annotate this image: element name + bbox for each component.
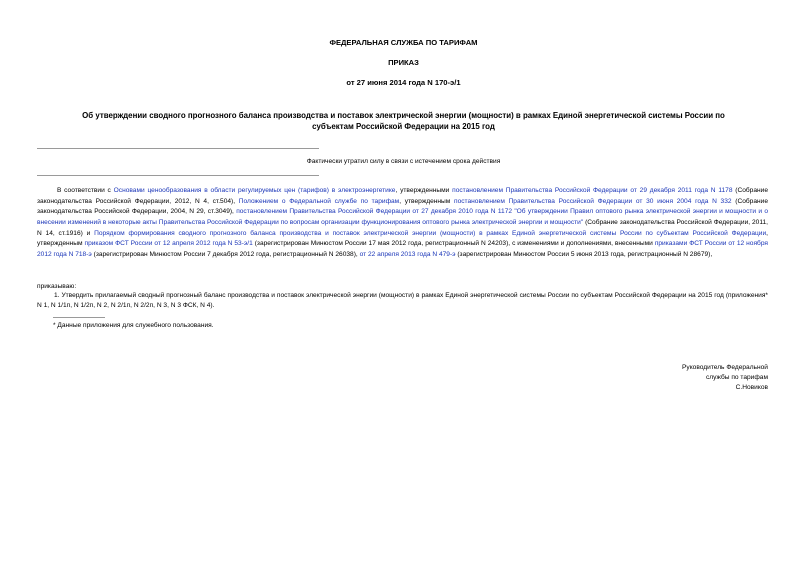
legal-reference-link[interactable]: Порядком формирования сводного прогнозного баланса производства и поставок электрической энергии (мощности) в рамках Единой энергетической системы России по субъектам Российской Федерации [94, 229, 767, 237]
preamble-text: , утвержденным [37, 229, 768, 248]
legal-reference-link[interactable]: Основами ценообразования в области регулируемых цен (тарифов) в электроэнергетике [113, 187, 396, 194]
preamble-text: (Собрание законодательства Российской Федерации, 2011, N 14, ст.1916) и [37, 219, 769, 237]
legal-reference-link[interactable]: от 22 апреля 2013 года N 479-э [359, 251, 456, 259]
legal-reference-link[interactable]: постановлением Правительства Российской Федерации от 30 июня 2004 года N 332 [454, 197, 732, 205]
legal-reference-link[interactable]: Положением о Федеральной службе по тарифам [238, 197, 400, 205]
legal-reference-link[interactable]: приказом ФСТ России от 12 апреля 2012 года N 53-э/1 [84, 240, 253, 248]
signature-block [682, 363, 768, 394]
document-title [30, 110, 777, 133]
agency-name: ФЕДЕРАЛЬНАЯ СЛУЖБА ПО ТАРИФАМ [329, 38, 478, 47]
preamble-text: (зарегистрирован Минюстом России 7 декабря 2012 года, регистрационный N 26038), [91, 251, 360, 259]
order-word: приказываю: [37, 283, 77, 290]
status-note: Фактически утратил силу в связи с истечением срока действия [306, 158, 501, 165]
legal-reference-link[interactable]: постановлением Правительства Российской Федерации от 27 декабря 2010 года N 1172 "Об утверждении Правил оптового рынка электрической энергии и мощности и о внесении изменений в некоторые акты Правительства Российской Федерации по вопросам организации функционирования оптового рынка электрической энергии и мощности" [37, 208, 768, 227]
footnote: * Данные приложения для служебного пользования. [53, 322, 214, 329]
signature-title-line-1: Руководитель Федеральной [682, 364, 768, 371]
preamble-text: В соответствии с [57, 187, 114, 194]
document-title-line-2: субъектам Российской Федерации на 2015 год [312, 122, 495, 132]
status-top-divider [37, 148, 319, 149]
preamble-text: , утвержденным [399, 197, 455, 205]
preamble-text: (зарегистрирован Минюстом России 5 июня 2013 года, регистрационный N 28679), [455, 251, 713, 259]
status-bottom-divider [37, 175, 319, 176]
footnote-divider [53, 317, 105, 318]
preamble-text: (Собрание законодательства Российской Федерации, 2012, N 4, ст.504), [37, 187, 769, 205]
clause-1: 1. Утвердить прилагаемый сводный прогнозный баланс производства и поставок электрической энергии (мощности) в рамках Единой энергетической системы России по субъектам Российской Федерации на 2015 год (приложения* N 1, N 1/1п, N 1/2п, N 2, N 2/1п, N 2/2п, N 3, N 3 ФСК, N 4). [37, 292, 768, 310]
preamble-text: (Собрание законодательства Российской Федерации, 2004, N 29, ст.3049), [37, 197, 769, 216]
legal-reference-link[interactable]: приказами ФСТ России от 12 ноября 2012 года N 718-э [37, 240, 768, 259]
signature-title-line-2: службы по тарифам [705, 374, 768, 382]
document-date: от 27 июня 2014 года N 170-э/1 [346, 78, 461, 87]
preamble-paragraph [37, 186, 768, 261]
document-type: ПРИКАЗ [388, 58, 419, 67]
preamble-text: , утвержденными [395, 187, 453, 194]
signature-name: С.Новиков [735, 384, 768, 392]
document-title-line-1: Об утверждении сводного прогнозного баланса производства и поставок электрической энергии (мощности) в рамках Единой энергетической системы России по [82, 111, 725, 120]
preamble-text: (зарегистрирован Минюстом России 17 мая 2012 года, регистрационный N 24203), с изменениями и дополнениями, внесенными [252, 240, 655, 248]
legal-reference-link[interactable]: постановлением Правительства Российской Федерации от 29 декабря 2011 года N 1178 [452, 187, 733, 194]
